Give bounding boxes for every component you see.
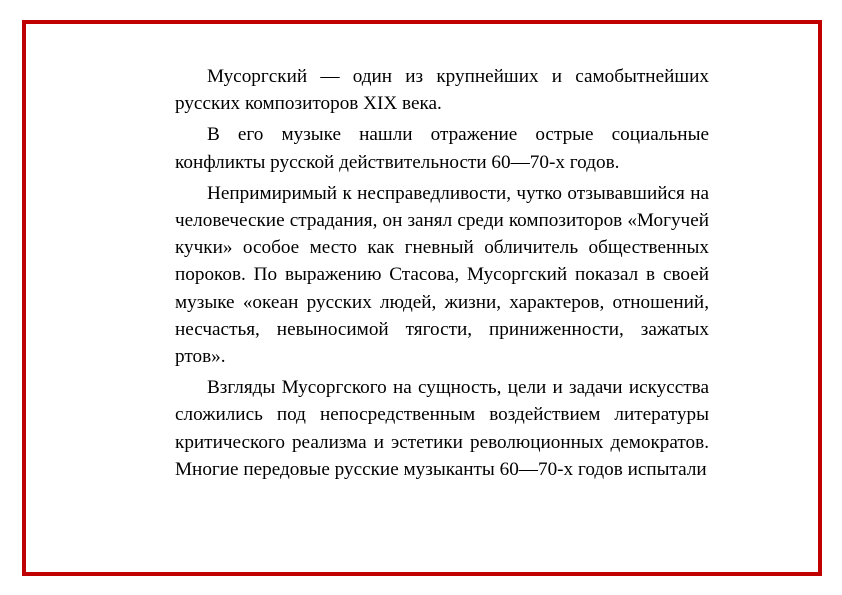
paragraph-intro: Мусоргский — один из крупнейших и самобытнейших русских композиторов XIX века.: [175, 66, 709, 115]
paragraph-social-conflicts: В его музыке нашли отражение острые социальные конфликты русской действительности 60—70-х годов.: [175, 124, 709, 173]
paragraph-mighty-handful: Непримиримый к несправедливости, чутко отзывавшийся на человеческие страдания, он занял среди композиторов «Могучей кучки» особое место как гневный обличитель общественных пороков. По выражению Стасова, Мусоргский показал в своей музыке «океан русских людей, жизни, характеров, отношений, несчастья, невыносимой тягости, приниженности, зажатых ртов».: [175, 182, 709, 368]
paragraph-views-on-art: Взгляды Мусоргского на сущность, цели и задачи искусства сложились под непосредственным воздействием литературы критического реализма и эстетики революционных демократов. Многие передовые русские музыканты 60—70-х годов испытали: [175, 377, 709, 480]
slide-text-block: [175, 63, 709, 487]
